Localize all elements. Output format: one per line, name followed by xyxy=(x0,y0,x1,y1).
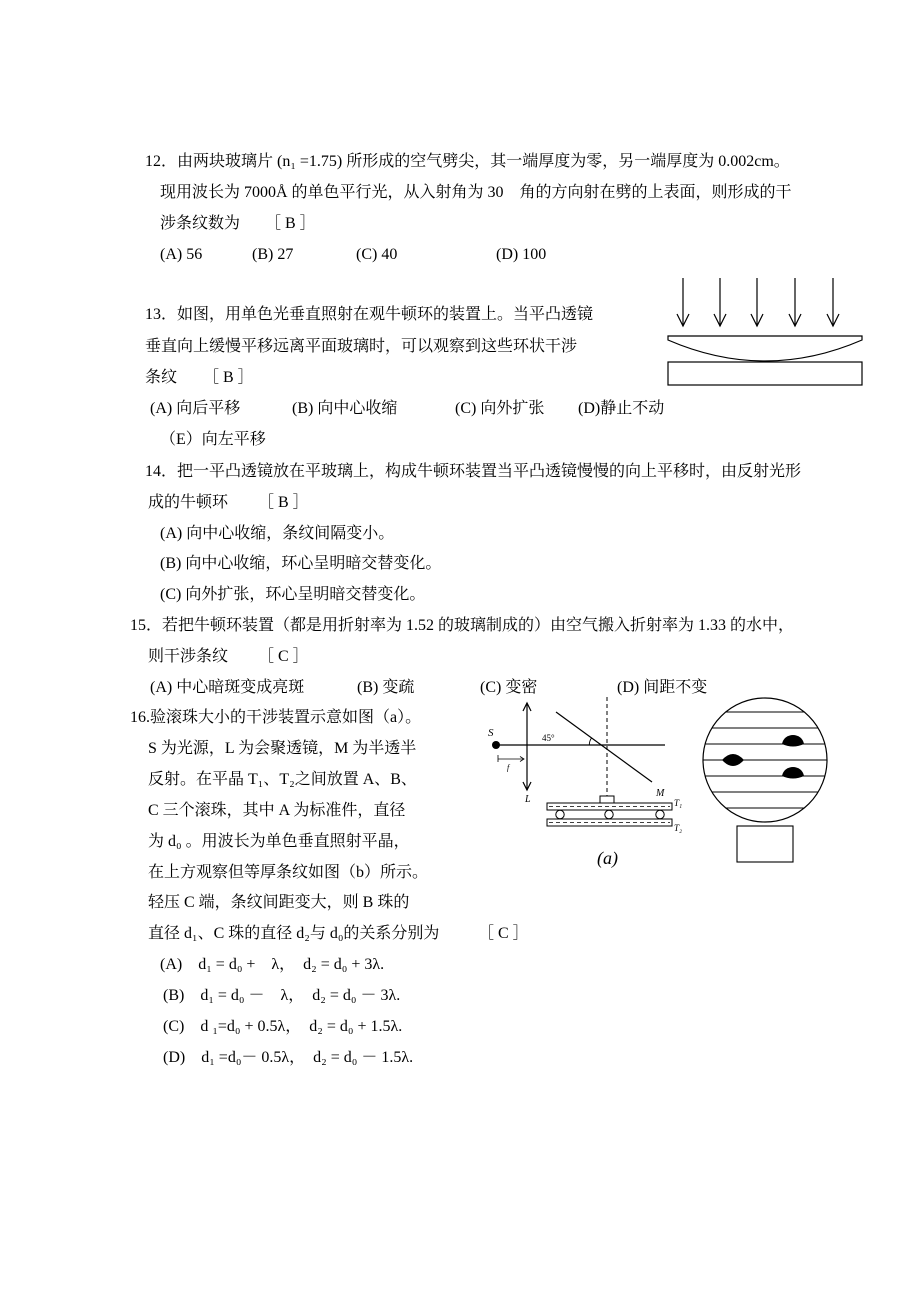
q14-stem-line-1: 14．把一平凸透镜放在平玻璃上，构成牛顿环装置当平凸透镜慢慢的向上平移时，由反射光形 xyxy=(145,463,802,480)
q15-option-d: (D) 间距不变 xyxy=(617,679,708,696)
fringe-spot-right-bottom xyxy=(782,767,804,779)
mirror-label: M xyxy=(656,788,665,799)
q13-stem-line-2: 垂直向上缓慢平移远离平面玻璃时，可以观察到这些环状干涉 xyxy=(145,338,578,355)
q15-option-a: (A) 中心暗斑变成亮斑 xyxy=(150,679,305,696)
q13-stem-line-3: 条纹 xyxy=(145,369,178,386)
q12-option-a: (A) 56 xyxy=(160,246,203,263)
q12-answer: ［ B ］ xyxy=(265,215,316,232)
q16-stem-line-8: 直径 d₁、C 珠的直径 d₂与 d₀的关系分别为 xyxy=(148,925,440,942)
q16-stem-line-2: S 为光源，L 为会聚透镜，M 为半透半 xyxy=(148,740,417,757)
fringe-spot-right-top xyxy=(782,735,804,747)
press-block xyxy=(600,796,614,803)
q16-stem-line-6: 在上方观察但等厚条纹如图（b）所示。 xyxy=(148,864,429,881)
q16-option-a: (A) d₁ = d₀ + λ， d₂ = d₀ + 3λ. xyxy=(160,956,385,973)
q14-option-c: (C) 向外扩张，环心呈明暗交替变化。 xyxy=(160,586,426,603)
fringe-spot-left xyxy=(722,754,744,766)
q14-option-b: (B) 向中心收缩，环心呈明暗交替变化。 xyxy=(160,555,442,572)
q14-stem-line-2: 成的牛顿环 xyxy=(148,494,229,511)
plano-convex-lens xyxy=(668,336,862,361)
q15-answer: ［ C ］ xyxy=(258,648,309,665)
q15-option-b: (B) 变疏 xyxy=(357,679,415,696)
converging-lens xyxy=(523,703,531,790)
q12-stem-line-3: 涉条纹数为 xyxy=(160,215,241,232)
plate-t2-label: T₂ xyxy=(674,823,683,833)
ball-c xyxy=(656,810,664,818)
q16-answer: ［ C ］ xyxy=(478,925,529,942)
q13-option-b: (B) 向中心收缩 xyxy=(292,400,398,417)
source-label: S xyxy=(488,727,494,739)
flat-glass-plate xyxy=(668,362,862,385)
q12-option-b: (B) 27 xyxy=(252,246,294,263)
ball-b xyxy=(605,810,613,818)
light-arrow-5 xyxy=(827,278,839,326)
q14-answer: ［ B ］ xyxy=(258,494,309,511)
light-arrow-2 xyxy=(714,278,726,326)
figure-a-caption: (a) xyxy=(597,848,618,868)
figure-b-caption-box xyxy=(737,826,793,862)
q12-stem-line-1: 12．由两块玻璃片 (n₁ =1.75) 所形成的空气劈尖，其一端厚度为零，另一端厚度为 0.002cm。 xyxy=(145,153,790,170)
q16-option-c: (C) d ₁=d₀ + 0.5λ， d₂ = d₀ + 1.5λ. xyxy=(163,1018,403,1035)
focal-length-marker xyxy=(498,755,524,762)
q16-stem-line-3: 反射。在平晶 T₁、T₂之间放置 A、B、 xyxy=(148,771,417,788)
q16-stem-line-5: 为 d₀ 。用波长为单色垂直照射平晶， xyxy=(148,833,410,850)
fringe-pattern-figure-b xyxy=(698,690,838,870)
ball-a xyxy=(556,810,564,818)
q13-option-e: （E）向左平移 xyxy=(160,431,266,448)
focal-label: f xyxy=(507,763,510,772)
light-arrow-4 xyxy=(789,278,801,326)
q16-option-b: (B) d₁ = d₀ － λ， d₂ = d₀ － 3λ. xyxy=(163,987,401,1004)
q16-stem-line-7: 轻压 C 端，条纹间距变大，则 B 珠的 xyxy=(148,894,410,911)
q12-option-d: (D) 100 xyxy=(496,246,547,263)
light-arrow-1 xyxy=(677,278,689,326)
q15-stem-line-2: 则干涉条纹 xyxy=(148,648,229,665)
q16-stem-line-4: C 三个滚珠，其中 A 为标准件，直径 xyxy=(148,802,406,819)
interference-setup-figure-a xyxy=(480,690,700,870)
angle-label: 45° xyxy=(542,733,555,743)
light-arrow-3 xyxy=(751,278,763,326)
q13-option-a: (A) 向后平移 xyxy=(150,400,241,417)
q16-stem-line-1: 16.验滚珠大小的干涉装置示意如图（a）。 xyxy=(130,709,422,726)
q12-option-c: (C) 40 xyxy=(356,246,398,263)
q14-option-a: (A) 向中心收缩，条纹间隔变小。 xyxy=(160,525,395,542)
light-source-dot xyxy=(492,741,500,749)
q16-option-d: (D) d₁ =d₀－ 0.5λ， d₂ = d₀ － 1.5λ. xyxy=(163,1049,414,1066)
q13-option-d: (D)静止不动 xyxy=(578,400,665,417)
newton-ring-apparatus-figure xyxy=(660,270,870,395)
q13-option-c: (C) 向外扩张 xyxy=(455,400,545,417)
q15-option-c: (C) 变密 xyxy=(480,679,538,696)
q15-stem-line-1: 15．若把牛顿环装置（都是用折射率为 1.52 的玻璃制成的）由空气搬入折射率为 1.33 的水中， xyxy=(130,617,795,634)
q12-stem-line-2: 现用波长为 7000Å 的单色平行光，从入射角为 30 角的方向射在劈的上表面，则形成的干 xyxy=(160,184,792,201)
angle-arc xyxy=(589,738,591,745)
q13-answer: ［ B ］ xyxy=(203,369,254,386)
plate-t1-label: T₁ xyxy=(674,798,683,808)
lens-label: L xyxy=(525,794,531,805)
q13-stem-line-1: 13．如图，用单色光垂直照射在观牛顿环的装置上。当平凸透镜 xyxy=(145,306,594,323)
half-silvered-mirror xyxy=(556,712,652,782)
